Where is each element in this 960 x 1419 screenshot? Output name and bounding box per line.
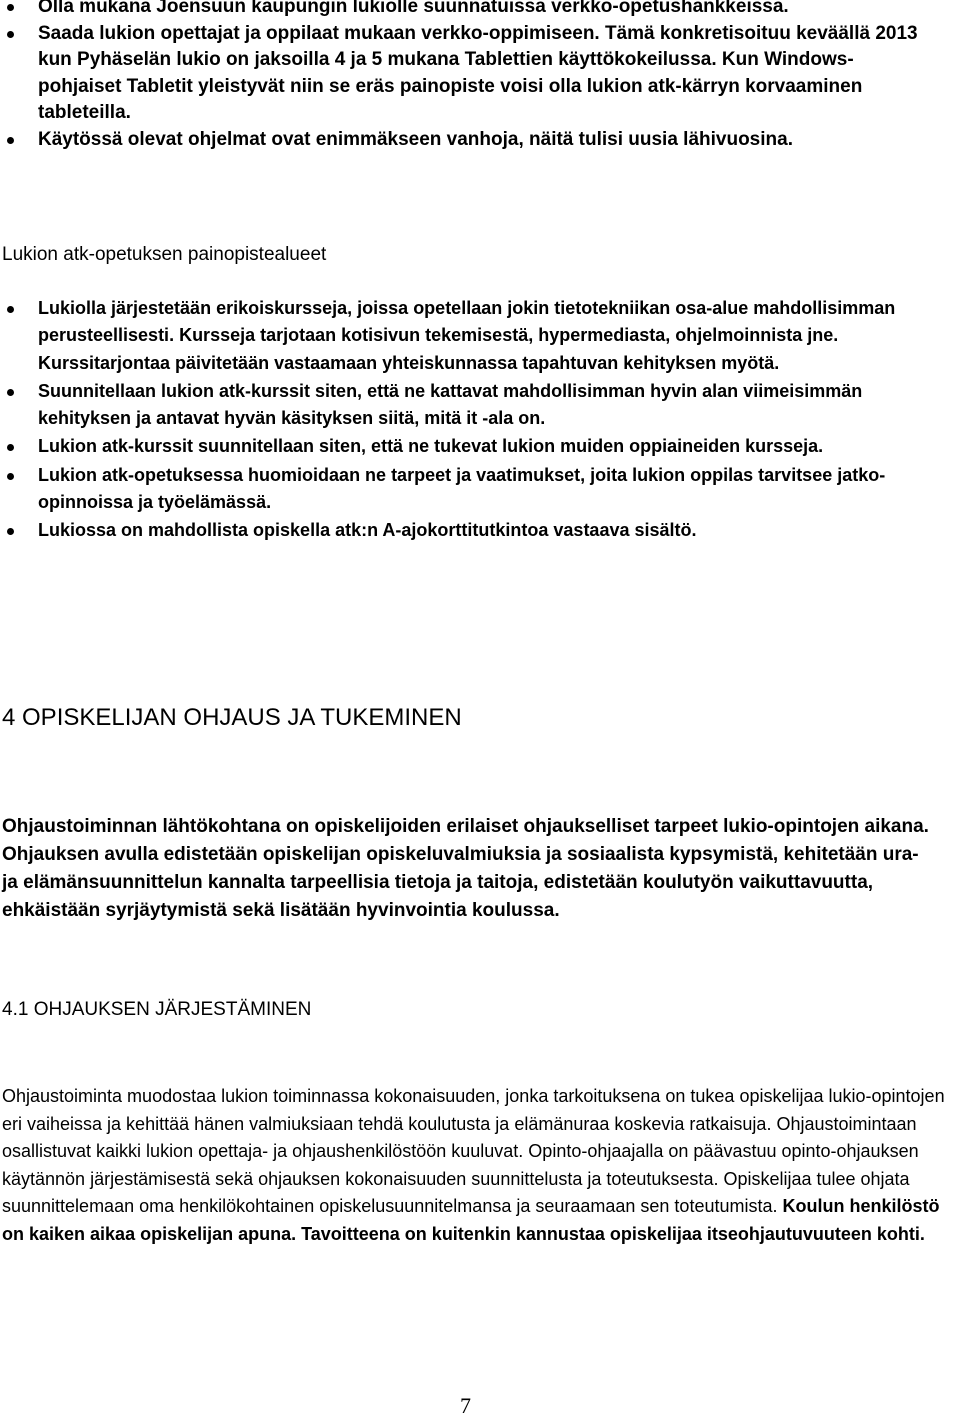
- focus-heading: Lukion atk-opetuksen painopistealueet: [2, 244, 327, 265]
- list-item-text: Suunnitellaan lukion atk-kurssit siten, että ne kattavat mahdollisimman hyvin alan viimeisimmän kehityksen ja antavat hyvän käsityksen siitä, mitä it -ala on.: [38, 380, 863, 429]
- section-body-text: Ohjaustoiminta muodostaa lukion toiminnassa kokonaisuuden, jonka tarkoituksena on tukea opiskelijaa lukio-opintojen eri vaiheissa ja kehittää hänen valmiuksiaan tehdä koulutusta ja elämänuraa koskevia ratkaisuja. Ohjaustoimintaan osallistuvat kaikki lukion opettaja- ja ohjaushenkilöstöön kuuluvat. Opinto-ohjaajalla on päävastuu opinto-ohjauksen käytännön järjestämisestä sekä ohjauksen kokonaisuuden suunnittelusta ja toteutuksesta. Opiskelijaa tulee ohjata suunnittelemaan oma henkilökohtainen opiskelusuunnitelmansa ja seuraamaan sen toteutumista.: [2, 1086, 945, 1216]
- bullet-icon: [7, 473, 14, 480]
- list-item: [0, 21, 925, 127]
- bullet-icon: [7, 137, 14, 144]
- list-item: [0, 517, 958, 544]
- list-item: [0, 295, 958, 377]
- list-item-text: Lukiossa on mahdollista opiskella atk:n A-ajokorttitutkintoa vastaava sisältö.: [38, 520, 697, 541]
- list-item-text: Saada lukion opettajat ja oppilaat mukaan verkko-oppimiseen. Tämä konkretisoituu keväällä 2013 kun Pyhäselän lukio on jaksoilla 4 ja 5 mukana Tablettien käyttökokeilussa. Kun Windows-pohjaiset Tabletit yleistyvät niin se eräs painopiste voisi olla lukion atk-kärryn korvaaminen tableteilla.: [38, 22, 918, 123]
- chapter-heading: 4 OPISKELIJAN OHJAUS JA TUKEMINEN: [2, 704, 462, 731]
- list-item: [0, 127, 925, 154]
- list-item: [0, 0, 925, 21]
- bullet-icon: [7, 528, 14, 535]
- list-item: [0, 433, 958, 460]
- list-item-text: Lukiolla järjestetään erikoiskursseja, joissa opetellaan jokin tietotekniikan osa-alue mahdollisimman perusteellisesti. Kursseja tarjotaan kotisivun tekemisestä, hypermediasta, ohjelmoinnista jne. Kurssitarjontaa päivitetään vastaamaan yhteiskunnassa tapahtuvan kehityksen myötä.: [38, 298, 896, 373]
- bullet-icon: [7, 306, 14, 313]
- chapter-intro: Ohjaustoiminnan lähtökohtana on opiskelijoiden erilaiset ohjaukselliset tarpeet lukio-opintojen aikana. Ohjauksen avulla edistetään opiskelijan opiskeluvalmiuksia ja sosiaalista kypsymistä, kehitetään ura- ja elämänsuunnittelun kannalta tarpeellisia tietoja ja taitoja, edistetään koulutyön vaikuttavuutta, ehkäistään syrjäytymistä sekä lisätään hyvinvointia koulussa.: [2, 816, 929, 921]
- top-bullet-list: [0, 0, 925, 153]
- list-item-text: Lukion atk-opetuksessa huomioidaan ne tarpeet ja vaatimukset, joita lukion oppilas tarvitsee jatko-opinnoissa ja työelämässä.: [38, 464, 886, 513]
- section-body-bold-text: Koulun henkilöstö on kaiken aikaa opiskelijan apuna. Tavoitteena on kuitenkin kannustaa opiskelijaa itseohjautuvuuteen kohti.: [2, 1196, 940, 1244]
- bullet-icon: [7, 4, 14, 11]
- bullet-icon: [7, 31, 14, 38]
- bullet-icon: [7, 444, 14, 451]
- bullet-icon: [7, 389, 14, 396]
- list-item-text: Olla mukana Joensuun kaupungin lukiolle suunnatuissa verkko-opetushankkeissa.: [38, 0, 789, 17]
- list-item: [0, 378, 958, 433]
- focus-bullet-list: [0, 295, 958, 546]
- page-number: 7: [460, 1393, 471, 1418]
- section-heading: 4.1 OHJAUKSEN JÄRJESTÄMINEN: [2, 999, 312, 1020]
- section-body: [2, 1083, 950, 1248]
- list-item-text: Käytössä olevat ohjelmat ovat enimmäkseen vanhoja, näitä tulisi uusia lähivuosina.: [38, 128, 793, 150]
- list-item-text: Lukion atk-kurssit suunnitellaan siten, että ne tukevat lukion muiden oppiaineiden kursseja.: [38, 436, 824, 457]
- list-item: [0, 462, 958, 517]
